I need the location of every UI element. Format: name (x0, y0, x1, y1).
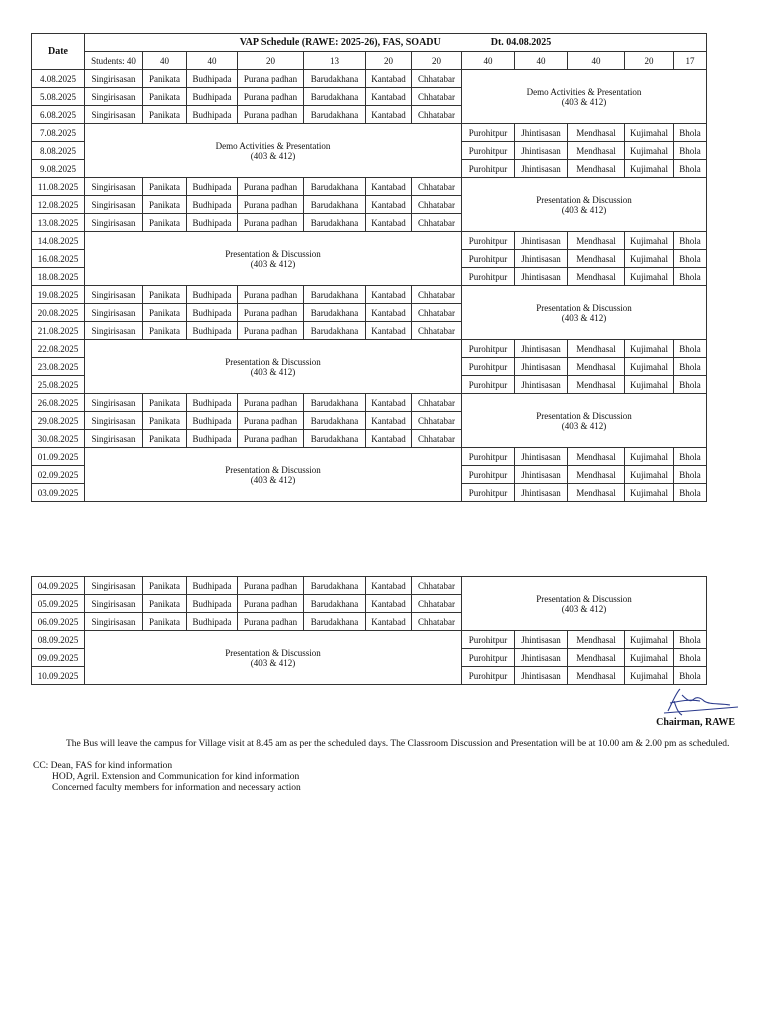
village-cell: Bhola (674, 667, 707, 685)
date-cell: 8.08.2025 (32, 142, 85, 160)
date-cell: 18.08.2025 (32, 268, 85, 286)
village-cell: Mendhasal (568, 124, 625, 142)
village-cell: Barudakhana (304, 88, 366, 106)
village-cell: Kantabad (366, 430, 412, 448)
village-cell: Chhatabar (412, 430, 462, 448)
village-cell: Jhintisasan (515, 124, 568, 142)
village-cell: Singirisasan (85, 412, 143, 430)
village-cell: Panikata (143, 286, 187, 304)
village-cell: Panikata (143, 322, 187, 340)
village-cell: Kujimahal (625, 160, 674, 178)
village-cell: Kujimahal (625, 484, 674, 502)
village-cell: Singirisasan (85, 430, 143, 448)
village-cell: Mendhasal (568, 358, 625, 376)
table-row (32, 340, 707, 358)
village-cell: Panikata (143, 577, 187, 595)
date-cell: 08.09.2025 (32, 631, 85, 649)
merged-activity-cell (85, 631, 462, 685)
table-row (32, 577, 707, 595)
table-row (32, 232, 707, 250)
village-cell: Singirisasan (85, 304, 143, 322)
date-cell: 19.08.2025 (32, 286, 85, 304)
date-header: Date (32, 34, 85, 70)
village-cell: Kantabad (366, 577, 412, 595)
date-cell: 30.08.2025 (32, 430, 85, 448)
village-cell: Kujimahal (625, 649, 674, 667)
village-cell: Panikata (143, 214, 187, 232)
date-cell: 25.08.2025 (32, 376, 85, 394)
students-count-cell: 40 (462, 52, 515, 70)
village-cell: Panikata (143, 430, 187, 448)
village-cell: Jhintisasan (515, 160, 568, 178)
village-cell: Kantabad (366, 595, 412, 613)
activity-rooms: (403 & 412) (250, 474, 296, 485)
village-cell: Barudakhana (304, 430, 366, 448)
merged-activity-cell (85, 340, 462, 394)
date-cell: 20.08.2025 (32, 304, 85, 322)
village-cell: Budhipada (187, 595, 238, 613)
village-cell: Purana padhan (238, 394, 304, 412)
village-cell: Mendhasal (568, 667, 625, 685)
date-cell: 12.08.2025 (32, 196, 85, 214)
activity-rooms: (403 & 412) (561, 204, 607, 215)
date-cell: 02.09.2025 (32, 466, 85, 484)
village-cell: Barudakhana (304, 577, 366, 595)
village-cell: Singirisasan (85, 322, 143, 340)
village-cell: Bhola (674, 484, 707, 502)
activity-rooms: (403 & 412) (561, 420, 607, 431)
village-cell: Jhintisasan (515, 358, 568, 376)
village-cell: Chhatabar (412, 322, 462, 340)
merged-activity-cell (462, 178, 707, 232)
village-cell: Panikata (143, 88, 187, 106)
date-cell: 14.08.2025 (32, 232, 85, 250)
village-cell: Budhipada (187, 394, 238, 412)
village-cell: Bhola (674, 448, 707, 466)
village-cell: Jhintisasan (515, 250, 568, 268)
village-cell: Barudakhana (304, 196, 366, 214)
village-cell: Purana padhan (238, 214, 304, 232)
village-cell: Jhintisasan (515, 667, 568, 685)
village-cell: Jhintisasan (515, 376, 568, 394)
village-cell: Panikata (143, 70, 187, 88)
date-cell: 11.08.2025 (32, 178, 85, 196)
schedule-title (85, 34, 707, 52)
village-cell: Purohitpur (462, 124, 515, 142)
village-cell: Purohitpur (462, 358, 515, 376)
village-cell: Singirisasan (85, 214, 143, 232)
cc-list (33, 761, 301, 794)
village-cell: Mendhasal (568, 232, 625, 250)
title-date: Dt. 04.08.2025 (490, 36, 552, 48)
date-cell: 29.08.2025 (32, 412, 85, 430)
date-cell: 6.08.2025 (32, 106, 85, 124)
merged-activity-cell (85, 448, 462, 502)
village-cell: Bhola (674, 232, 707, 250)
village-cell: Jhintisasan (515, 268, 568, 286)
village-cell: Budhipada (187, 106, 238, 124)
village-cell: Purohitpur (462, 160, 515, 178)
date-cell: 04.09.2025 (32, 577, 85, 595)
activity-title: Demo Activities & Presentation (215, 140, 331, 151)
village-cell: Budhipada (187, 613, 238, 631)
village-cell: Barudakhana (304, 106, 366, 124)
students-count-cell: 40 (515, 52, 568, 70)
village-cell: Kantabad (366, 304, 412, 322)
date-cell: 26.08.2025 (32, 394, 85, 412)
students-count-cell: 20 (412, 52, 462, 70)
date-cell: 10.09.2025 (32, 667, 85, 685)
village-cell: Mendhasal (568, 649, 625, 667)
chairman-label: Chairman, RAWE (656, 717, 735, 728)
village-cell: Purana padhan (238, 412, 304, 430)
village-cell: Jhintisasan (515, 448, 568, 466)
students-count-cell: 40 (187, 52, 238, 70)
village-cell: Panikata (143, 106, 187, 124)
cc-line: HOD, Agril. Extension and Communication for kind information (52, 772, 300, 782)
table-row (32, 286, 707, 304)
village-cell: Purana padhan (238, 196, 304, 214)
village-cell: Kujimahal (625, 124, 674, 142)
date-cell: 09.09.2025 (32, 649, 85, 667)
village-cell: Purohitpur (462, 448, 515, 466)
village-cell: Purana padhan (238, 88, 304, 106)
activity-rooms: (403 & 412) (561, 312, 607, 323)
village-cell: Jhintisasan (515, 466, 568, 484)
village-cell: Barudakhana (304, 412, 366, 430)
activity-title: Presentation & Discussion (536, 302, 632, 313)
village-cell: Singirisasan (85, 88, 143, 106)
village-cell: Purana padhan (238, 286, 304, 304)
village-cell: Barudakhana (304, 178, 366, 196)
students-count-cell: 40 (143, 52, 187, 70)
village-cell: Bhola (674, 358, 707, 376)
activity-title: Presentation & Discussion (225, 647, 321, 658)
village-cell: Kujimahal (625, 667, 674, 685)
village-cell: Mendhasal (568, 340, 625, 358)
village-cell: Chhatabar (412, 178, 462, 196)
village-cell: Budhipada (187, 322, 238, 340)
students-count-cell: 17 (674, 52, 707, 70)
village-cell: Singirisasan (85, 613, 143, 631)
village-cell: Singirisasan (85, 286, 143, 304)
activity-rooms: (403 & 412) (561, 603, 607, 614)
village-cell: Chhatabar (412, 577, 462, 595)
schedule-table (31, 33, 707, 502)
village-cell: Purohitpur (462, 484, 515, 502)
village-cell: Kujimahal (625, 142, 674, 160)
village-cell: Purana padhan (238, 577, 304, 595)
village-cell: Kujimahal (625, 232, 674, 250)
village-cell: Bhola (674, 250, 707, 268)
village-cell: Kujimahal (625, 340, 674, 358)
bus-note: The Bus will leave the campus for Village visit at 8.45 am as per the scheduled days. The Classroom Discussion and Presentation will be at 10.00 am & 2.00 pm as scheduled. (66, 739, 730, 749)
activity-title: Presentation & Discussion (536, 593, 632, 604)
village-cell: Panikata (143, 595, 187, 613)
activity-title: Demo Activities & Presentation (526, 86, 642, 97)
village-cell: Purohitpur (462, 466, 515, 484)
village-cell: Kantabad (366, 178, 412, 196)
village-cell: Chhatabar (412, 304, 462, 322)
village-cell: Purohitpur (462, 268, 515, 286)
table-row (32, 124, 707, 142)
village-cell: Singirisasan (85, 106, 143, 124)
activity-title: Presentation & Discussion (536, 194, 632, 205)
village-cell: Mendhasal (568, 631, 625, 649)
header-row (32, 34, 707, 52)
merged-activity-cell (462, 286, 707, 340)
date-cell: 7.08.2025 (32, 124, 85, 142)
village-cell: Barudakhana (304, 70, 366, 88)
village-cell: Singirisasan (85, 70, 143, 88)
table-row (32, 631, 707, 649)
village-cell: Mendhasal (568, 160, 625, 178)
village-cell: Purohitpur (462, 649, 515, 667)
village-cell: Purohitpur (462, 340, 515, 358)
village-cell: Singirisasan (85, 394, 143, 412)
village-cell: Kujimahal (625, 466, 674, 484)
village-cell: Kantabad (366, 322, 412, 340)
date-cell: 4.08.2025 (32, 70, 85, 88)
village-cell: Chhatabar (412, 286, 462, 304)
village-cell: Budhipada (187, 178, 238, 196)
village-cell: Purana padhan (238, 304, 304, 322)
village-cell: Bhola (674, 340, 707, 358)
village-cell: Kujimahal (625, 376, 674, 394)
students-count-cell: 40 (568, 52, 625, 70)
students-count-cell: 20 (625, 52, 674, 70)
title-text: VAP Schedule (RAWE: 2025-26), FAS, SOADU (239, 36, 441, 48)
merged-activity-cell (85, 232, 462, 286)
date-cell: 21.08.2025 (32, 322, 85, 340)
village-cell: Jhintisasan (515, 340, 568, 358)
date-cell: 05.09.2025 (32, 595, 85, 613)
village-cell: Panikata (143, 412, 187, 430)
village-cell: Panikata (143, 304, 187, 322)
village-cell: Mendhasal (568, 448, 625, 466)
village-cell: Purohitpur (462, 232, 515, 250)
village-cell: Bhola (674, 631, 707, 649)
date-cell: 23.08.2025 (32, 358, 85, 376)
cc-line: CC: Dean, FAS for kind information (33, 761, 173, 771)
activity-rooms: (403 & 412) (561, 96, 607, 107)
students-count-cell: 20 (366, 52, 412, 70)
village-cell: Purohitpur (462, 631, 515, 649)
village-cell: Barudakhana (304, 394, 366, 412)
village-cell: Kantabad (366, 196, 412, 214)
date-cell: 06.09.2025 (32, 613, 85, 631)
merged-activity-cell (85, 124, 462, 178)
village-cell: Kujimahal (625, 448, 674, 466)
village-cell: Panikata (143, 178, 187, 196)
students-count-cell: 13 (304, 52, 366, 70)
village-cell: Budhipada (187, 214, 238, 232)
village-cell: Kujimahal (625, 250, 674, 268)
activity-title: Presentation & Discussion (536, 410, 632, 421)
village-cell: Budhipada (187, 88, 238, 106)
village-cell: Kantabad (366, 286, 412, 304)
students-row (32, 52, 707, 70)
village-cell: Mendhasal (568, 250, 625, 268)
village-cell: Kantabad (366, 394, 412, 412)
village-cell: Bhola (674, 124, 707, 142)
village-cell: Budhipada (187, 196, 238, 214)
activity-rooms: (403 & 412) (250, 366, 296, 377)
village-cell: Barudakhana (304, 595, 366, 613)
village-cell: Purohitpur (462, 667, 515, 685)
village-cell: Kantabad (366, 214, 412, 232)
village-cell: Kujimahal (625, 268, 674, 286)
village-cell: Chhatabar (412, 394, 462, 412)
village-cell: Purana padhan (238, 178, 304, 196)
village-cell: Mendhasal (568, 142, 625, 160)
village-cell: Bhola (674, 142, 707, 160)
village-cell: Panikata (143, 394, 187, 412)
village-cell: Mendhasal (568, 484, 625, 502)
village-cell: Bhola (674, 160, 707, 178)
merged-activity-cell (462, 394, 707, 448)
village-cell: Budhipada (187, 430, 238, 448)
village-cell: Chhatabar (412, 595, 462, 613)
table-row (32, 448, 707, 466)
village-cell: Kantabad (366, 106, 412, 124)
cc-line: Concerned faculty members for information and necessary action (52, 783, 301, 793)
activity-title: Presentation & Discussion (225, 356, 321, 367)
village-cell: Budhipada (187, 304, 238, 322)
date-cell: 13.08.2025 (32, 214, 85, 232)
village-cell: Bhola (674, 649, 707, 667)
village-cell: Singirisasan (85, 595, 143, 613)
date-cell: 5.08.2025 (32, 88, 85, 106)
activity-title: Presentation & Discussion (225, 248, 321, 259)
village-cell: Singirisasan (85, 196, 143, 214)
village-cell: Bhola (674, 376, 707, 394)
village-cell: Budhipada (187, 577, 238, 595)
village-cell: Purana padhan (238, 613, 304, 631)
village-cell: Singirisasan (85, 178, 143, 196)
table-row (32, 394, 707, 412)
village-cell: Barudakhana (304, 613, 366, 631)
village-cell: Jhintisasan (515, 484, 568, 502)
village-cell: Barudakhana (304, 286, 366, 304)
village-cell: Chhatabar (412, 196, 462, 214)
activity-rooms: (403 & 412) (250, 657, 296, 668)
merged-activity-cell (462, 70, 707, 124)
village-cell: Mendhasal (568, 268, 625, 286)
village-cell: Panikata (143, 196, 187, 214)
village-cell: Jhintisasan (515, 142, 568, 160)
village-cell: Chhatabar (412, 70, 462, 88)
village-cell: Chhatabar (412, 214, 462, 232)
village-cell: Kujimahal (625, 631, 674, 649)
village-cell: Barudakhana (304, 214, 366, 232)
village-cell: Kantabad (366, 88, 412, 106)
village-cell: Budhipada (187, 412, 238, 430)
merged-activity-cell (462, 577, 707, 631)
students-count-cell: Students: 40 (85, 52, 143, 70)
village-cell: Chhatabar (412, 613, 462, 631)
village-cell: Panikata (143, 613, 187, 631)
village-cell: Mendhasal (568, 466, 625, 484)
village-cell: Bhola (674, 268, 707, 286)
schedule-table-continued (31, 576, 707, 685)
village-cell: Jhintisasan (515, 631, 568, 649)
village-cell: Barudakhana (304, 322, 366, 340)
activity-rooms: (403 & 412) (250, 150, 296, 161)
village-cell: Mendhasal (568, 376, 625, 394)
village-cell: Purana padhan (238, 70, 304, 88)
village-cell: Jhintisasan (515, 649, 568, 667)
village-cell: Purohitpur (462, 376, 515, 394)
village-cell: Chhatabar (412, 412, 462, 430)
date-cell: 16.08.2025 (32, 250, 85, 268)
table-row (32, 70, 707, 88)
activity-rooms: (403 & 412) (250, 258, 296, 269)
village-cell: Chhatabar (412, 106, 462, 124)
village-cell: Purana padhan (238, 106, 304, 124)
village-cell: Kujimahal (625, 358, 674, 376)
village-cell: Purohitpur (462, 250, 515, 268)
table-row (32, 178, 707, 196)
activity-title: Presentation & Discussion (225, 464, 321, 475)
village-cell: Purohitpur (462, 142, 515, 160)
date-cell: 03.09.2025 (32, 484, 85, 502)
village-cell: Jhintisasan (515, 232, 568, 250)
village-cell: Kantabad (366, 613, 412, 631)
village-cell: Chhatabar (412, 88, 462, 106)
date-cell: 01.09.2025 (32, 448, 85, 466)
date-cell: 22.08.2025 (32, 340, 85, 358)
village-cell: Barudakhana (304, 304, 366, 322)
village-cell: Purana padhan (238, 322, 304, 340)
village-cell: Bhola (674, 466, 707, 484)
date-cell: 9.08.2025 (32, 160, 85, 178)
village-cell: Kantabad (366, 412, 412, 430)
village-cell: Budhipada (187, 70, 238, 88)
village-cell: Budhipada (187, 286, 238, 304)
village-cell: Singirisasan (85, 577, 143, 595)
village-cell: Purana padhan (238, 430, 304, 448)
students-count-cell: 20 (238, 52, 304, 70)
village-cell: Purana padhan (238, 595, 304, 613)
village-cell: Kantabad (366, 70, 412, 88)
